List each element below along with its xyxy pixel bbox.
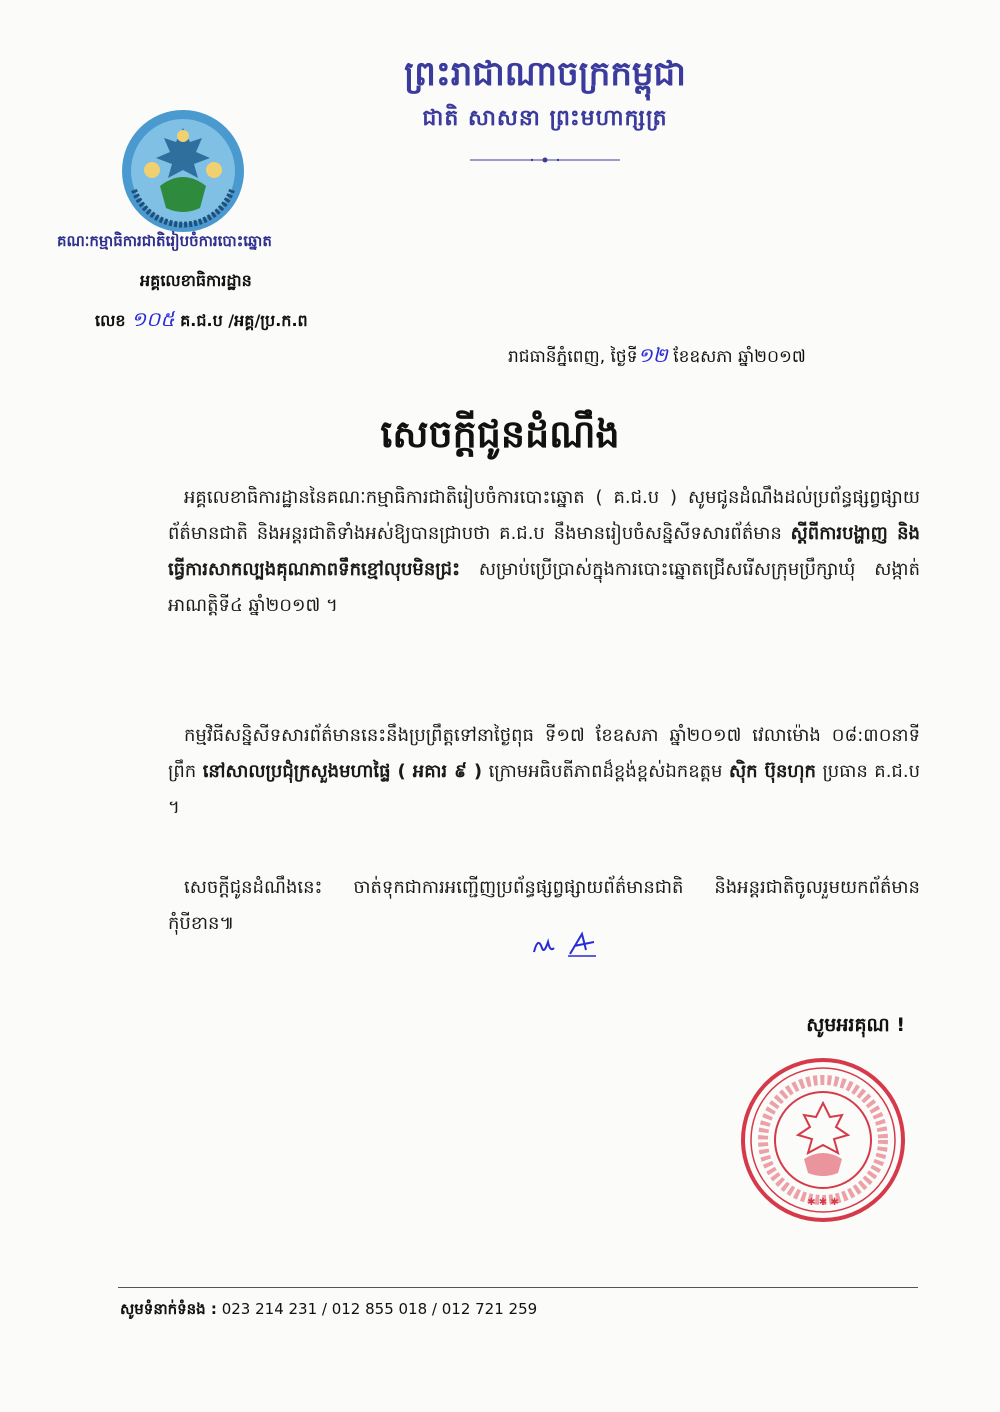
ref-label: លេខ: [95, 311, 126, 330]
contact-phones: 023 214 231 / 012 855 018 / 012 721 259: [221, 1300, 538, 1318]
date-day-handwritten: ១២: [637, 343, 668, 367]
document-title: សេចក្តីជូនដំណឹង: [380, 412, 620, 456]
svg-text:✱ ✱ ✱: ✱ ✱ ✱: [807, 1197, 839, 1208]
paragraph-schedule: [168, 718, 920, 826]
p1-text-b: សម្រាប់ប្រើប្រាស់ក្នុងការបោះឆ្នោតជ្រើសរើសក្រុមប្រឹក្សាឃុំ សង្កាត់ អាណត្តិទី៤ ឆ្នាំ២០១៧ ។: [168, 559, 920, 616]
p1-topic-bold: ស្តីពីការបង្ហាញ និងធ្វើការសាកល្បងគុណភាពទឹកខ្មៅលុបមិនជ្រះ: [168, 523, 920, 580]
p2-text-c: ប្រធាន គ.ជ.ប ។: [168, 761, 921, 818]
date-prefix: រាជធានីភ្នំពេញ, ថ្ងៃទី: [508, 347, 638, 367]
ref-suffix: គ.ជ.ប /អគ្គ/ប្រ.ក.ព: [180, 311, 308, 330]
ref-number-handwritten: ១០៥: [131, 307, 175, 331]
footer-divider: [118, 1287, 918, 1288]
p2-venue-bold: នៅសាលប្រជុំក្រសួងមហាផ្ទៃ ( អគារ ៩ ): [202, 761, 483, 782]
handwritten-initials-icon: [530, 928, 600, 962]
footer-contact: [120, 1300, 920, 1322]
kingdom-title: ព្រះរាជាណាចក្រកម្ពុជា: [404, 54, 686, 94]
p2-text-a: កម្មវិធីសន្និសីទសារព័ត៌មាននេះនឹងប្រព្រឹត្តទៅនាថ្ងៃពុធ ទី១៧ ខែឧសភា ឆ្នាំ២០១៧ វេលាម៉ោង ០៨:៣០នាទីព្រឹក: [168, 725, 920, 782]
kingdom-motto: ជាតិ សាសនា ព្រះមហាក្សត្រ: [422, 106, 668, 131]
p3-text: សេចក្តីជូនដំណឹងនេះ ចាត់ទុកជាការអញ្ជើញប្រព័ន្ធផ្សព្វផ្សាយព័ត៌មានជាតិ និងអន្តរជាតិចូលរួមយកព័ត៌មានកុំបីខាន៕: [168, 877, 920, 934]
p1-text-a: អគ្គលេខាធិការដ្ឋាននៃគណៈកម្មាធិការជាតិរៀបចំការបោះឆ្នោត ( គ.ជ.ប ) សូមជូនដំណឹងដល់ប្រព័ន្ធផ្សព្វផ្សាយព័ត៌មានជាតិ និងអន្តរជាតិទាំងអស់ឱ្យបានជ្រាបថា គ.ជ.ប នឹងមានរៀបចំសន្និសីទសារព័ត៌មាន: [168, 487, 920, 544]
p2-chairman-name: ស៊ិក ប៊ុនហុក: [728, 761, 816, 782]
date-line: [508, 342, 928, 372]
p2-text-b: ក្រោមអធិបតីភាពដ៏ខ្ពង់ខ្ពស់ឯកឧត្តម: [482, 761, 729, 782]
paragraph-announcement: [168, 480, 920, 624]
contact-label: សូមទំនាក់ទំនង :: [120, 1300, 217, 1318]
date-suffix: ខែឧសភា ឆ្នាំ២០១៧: [673, 347, 806, 367]
secretariat-name: អគ្គលេខាធិការដ្ឋាន: [140, 271, 252, 290]
committee-name: គណៈកម្មាធិការជាតិរៀបចំការបោះឆ្នោត: [57, 232, 272, 250]
header-divider-ornament: [470, 153, 620, 167]
nec-emblem-icon: [120, 108, 246, 234]
reference-number-line: [95, 306, 395, 336]
closing-thanks: សូមអរគុណ !: [806, 1014, 905, 1036]
official-seal-icon: [738, 1055, 908, 1225]
